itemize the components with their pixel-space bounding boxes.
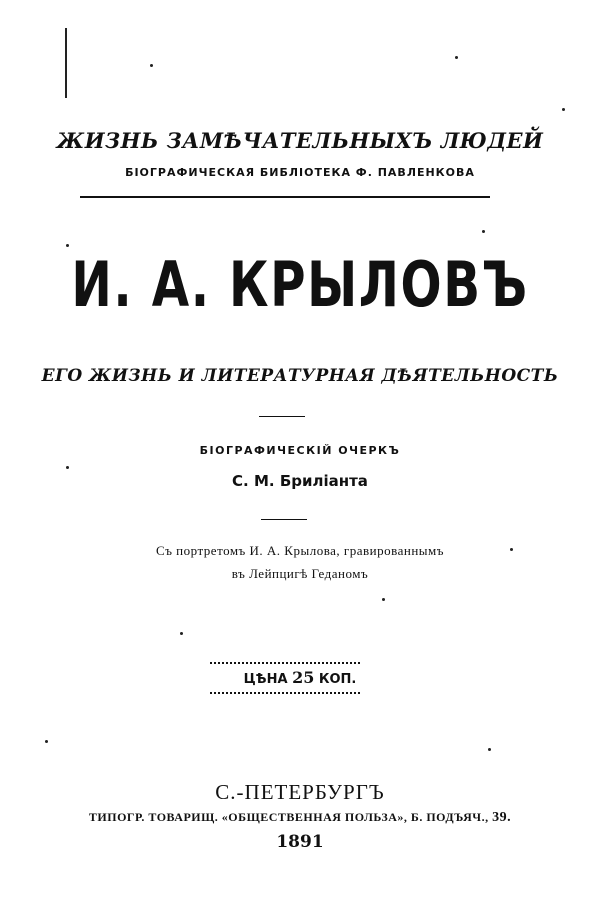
price-unit: КОП. bbox=[318, 672, 357, 687]
scan-speck bbox=[382, 598, 385, 601]
scan-speck bbox=[180, 632, 183, 635]
scan-speck bbox=[150, 64, 153, 67]
scan-speck bbox=[455, 56, 458, 59]
price-amount: 25 bbox=[292, 668, 315, 687]
scan-speck bbox=[66, 244, 69, 247]
scan-speck bbox=[510, 548, 513, 551]
book-title: И. А. КРЫЛОВЪ bbox=[71, 248, 529, 321]
scan-speck bbox=[66, 466, 69, 469]
margin-line bbox=[65, 28, 67, 98]
portrait-note-line1: Съ портретомъ И. А. Крылова, гравированнымъ bbox=[156, 543, 444, 558]
price-label: ЦѢНА bbox=[243, 672, 288, 687]
divider-rule bbox=[261, 519, 307, 520]
essay-label: БІОГРАФИЧЕСКІЙ ОЧЕРКЪ bbox=[199, 444, 401, 457]
press-name: ТИПОГР. ТОВАРИЩ. «ОБЩЕСТВЕННАЯ ПОЛЬЗА», Б. ПОДЪЯЧ., bbox=[88, 810, 489, 824]
author-name: С. М. Бриліанта bbox=[232, 472, 368, 490]
imprint-city: С.-ПЕТЕРБУРГЪ bbox=[215, 780, 385, 804]
book-subtitle: ЕГО ЖИЗНЬ И ЛИТЕРАТУРНАЯ ДѢЯТЕЛЬНОСТЬ bbox=[41, 366, 559, 386]
price-border-top bbox=[210, 662, 360, 664]
series-divider bbox=[80, 196, 490, 198]
price-border-bottom bbox=[210, 692, 360, 694]
press-number: 39. bbox=[492, 810, 512, 825]
scan-speck bbox=[488, 748, 491, 751]
scan-speck bbox=[482, 230, 485, 233]
imprint-press bbox=[0, 810, 600, 826]
divider-rule bbox=[259, 416, 305, 417]
scan-speck bbox=[45, 740, 48, 743]
imprint-year: 1891 bbox=[276, 832, 324, 852]
series-title: ЖИЗНЬ ЗАМѢЧАТЕЛЬНЫХЪ ЛЮДЕЙ bbox=[56, 128, 544, 153]
scan-speck bbox=[562, 108, 565, 111]
portrait-note-line2: въ Лейпцигѣ Геданомъ bbox=[231, 566, 369, 581]
series-subtitle: БІОГРАФИЧЕСКАЯ БИБЛІОТЕКА Ф. ПАВЛЕНКОВА bbox=[125, 166, 475, 179]
price-line bbox=[0, 668, 600, 687]
